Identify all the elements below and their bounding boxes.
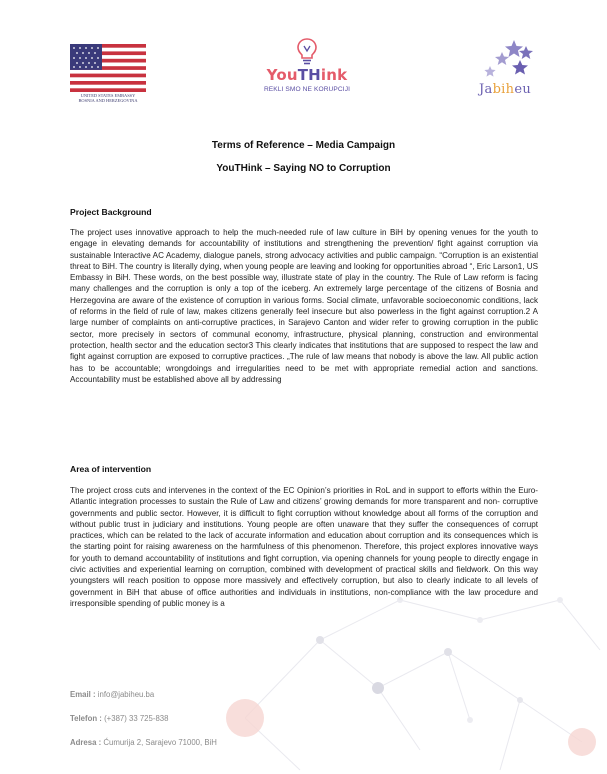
us-flag-icon (70, 44, 146, 92)
document-subtitle: YouTHink – Saying NO to Corruption (216, 163, 391, 174)
stars-icon (470, 38, 540, 82)
embassy-caption (70, 93, 146, 103)
embassy-caption-line2: BOSNIA AND HERZEGOVINA (78, 98, 138, 103)
section-paragraph: The project cross cuts and intervenes in the context of the EC Opinion’s priorities in RoL and in support to efforts within the Euro- Atlantic integration processes to sustain the Rule of Law and citizens’ growing demands for more transparent and non- corruptive governments and public sector. However, it is difficult to fight corruption without knowledge about all forms of the corruption and without public trust in judiciary and institutions. Young people are often unaware that they suffer the consequences of corrupt practices, which can be related to the lack of accurate information and education about corruption and its consequences which is the starting point for raising awareness on the harmfulness of this phenomenon. Therefore, this project explores innovative ways for youth to demand accountability of institutions and fight corruption, via opening channels for young people to directly engage in civic activities and experiential learning on corruption, combined with development of practical skills and fieldwork. On this way youngsters will reach position to oppose more massively and effectively corruption, but also to clearly indicate to all levels of government in BiH that abuse of office authorities and individuals in institutions, non-compliance with the law procedure and irresponsible spending of public money is a (70, 486, 538, 608)
jabiheu-suffix: eu (514, 82, 531, 97)
youthink-logo (252, 36, 362, 96)
youthink-wordmark (252, 66, 362, 84)
section-heading-area-of-intervention (70, 464, 538, 474)
lightbulb-icon (294, 36, 320, 66)
footer-address-value: Ćumurija 2, Sarajevo 71000, BiH (101, 738, 217, 747)
footer-phone-label: Telefon : (70, 714, 102, 723)
us-embassy-logo (70, 44, 146, 104)
footer-phone (70, 714, 168, 723)
footer-email (70, 690, 154, 699)
section-heading: Area of intervention (70, 464, 152, 474)
jabiheu-wordmark (470, 82, 540, 97)
youthink-ink: ink (320, 66, 348, 84)
jabiheu-highlight: bih (492, 82, 515, 97)
document-title: Terms of Reference – Media Campaign (211, 140, 396, 151)
youthink-you: You (266, 66, 298, 84)
jabiheu-logo (470, 38, 540, 100)
jabiheu-prefix: Ja (479, 82, 493, 97)
section-heading-project-background (70, 207, 538, 217)
footer-email-label: Email : (70, 690, 96, 699)
section-body-area-of-intervention (70, 485, 538, 609)
youthink-th: TH (297, 66, 321, 84)
footer-address-label: Adresa : (70, 738, 102, 747)
footer-phone-value: (+387) 33 725-838 (101, 714, 169, 723)
section-paragraph: The project uses innovative approach to help the much-needed rule of law culture in BiH by opening venues for the youth to engage in elevating demands for accountability of institutions and strengthening the prevention/ fight against corruption via sustainable Interactive AC Academy, dialogue panels, strong advocacy activities and public campaign. “Corruption is an existential threat to BiH. The country is literally dying, when young people are leaving and looking for opportunities abroad “, Eric Larson1, US Embassy in BiH. These words, on the best possible way, illustrate state of play in the country. The Rule of Law reform is facing many challenges and the corruption is only a top of the iceberg. An extremely large percentage of the citizens of Bosnia and Herzegovina are aware of the existence of corruption in various forms. Social climate, unfavorable socioeconomic conditions, lack of reforms in the field of rule of law, makes citizens generally feel insecure but also powerless in the fight against corruption.2 A large number of complaints on anti-corruptive practices, in Sarajevo Canton and wider refer to growing corruption in the public sector, more precisely in sectors of communal economy, infrastructure, physical planning, construction and environmental protection, health sector and the education sector3 This clearly indicates that institutions that are supposed to respect the law and fight against corruption are exposed to corruptive practices. „The rule of law means that nobody is above the law. All public action has to be accountable; wrongdoings and irregularities need to be met with appropriate remedial action and sanctions. Accountability must be established above all by addressing (70, 228, 538, 384)
embassy-caption-line1: UNITED STATES EMBASSY (80, 93, 136, 98)
section-body-project-background (70, 227, 538, 385)
youthink-tagline: REKLI SMO NE KORUPCIJI (263, 86, 351, 93)
footer-address (70, 738, 217, 747)
footer-email-value[interactable]: info@jabiheu.ba (95, 690, 155, 699)
section-heading: Project Background (70, 207, 152, 217)
